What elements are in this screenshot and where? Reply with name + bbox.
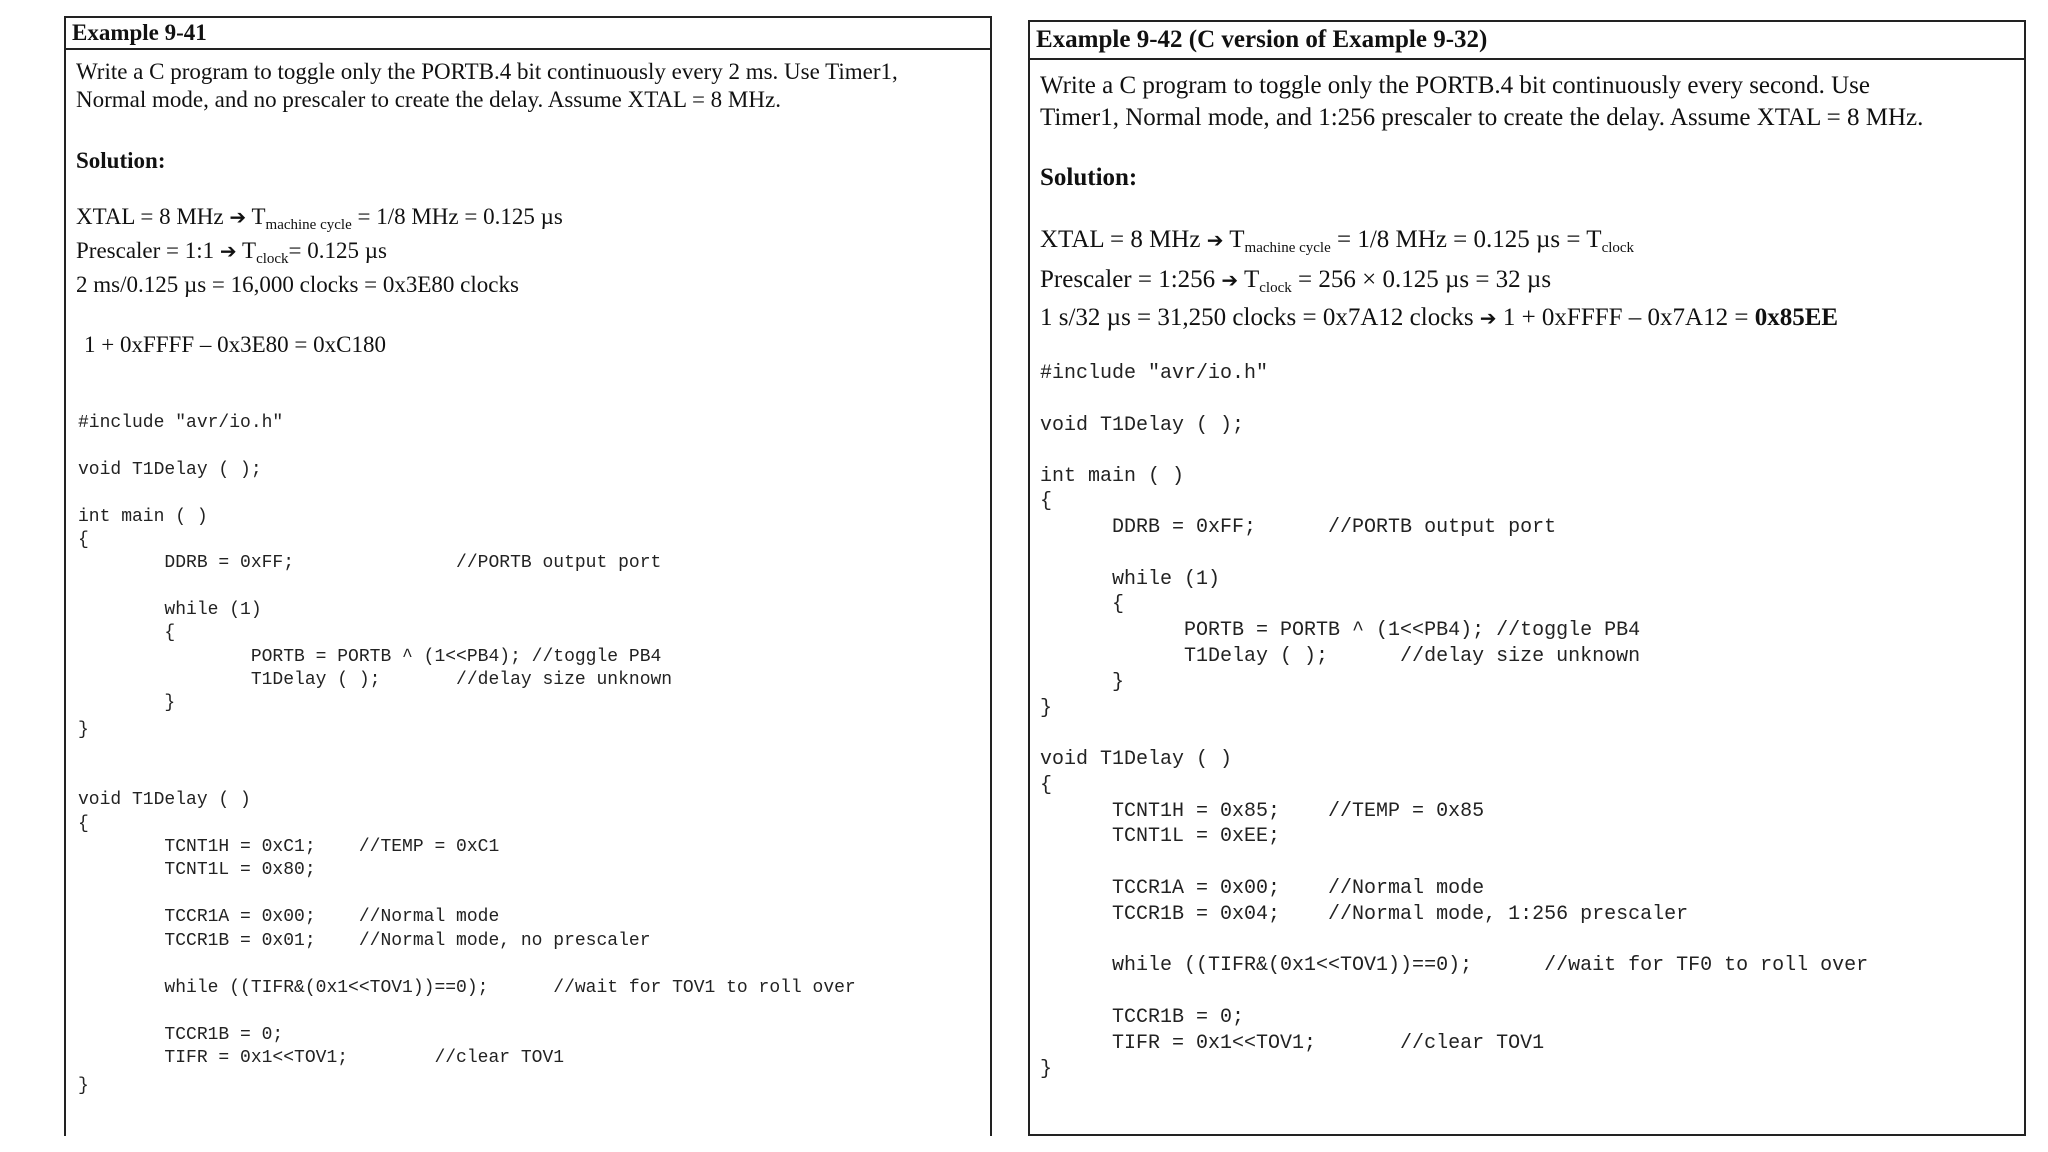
code-line: {	[78, 814, 89, 834]
problem-line: Timer1, Normal mode, and 1:256 prescaler to create the delay. Assume XTAL = 8 MHz.	[1040, 104, 1924, 131]
calc-line: 2 ms/0.125 µs = 16,000 clocks = 0x3E80 clocks	[76, 272, 519, 297]
code-line: {	[78, 623, 176, 643]
code-line: while ((TIFR&(0x1<<TOV1))==0); //wait for TF0 to roll over	[1040, 954, 1869, 977]
code-line: }	[78, 720, 89, 740]
solution-label: Solution:	[1040, 164, 1138, 191]
code-line: }	[1040, 1058, 1053, 1081]
code-line: void T1Delay ( );	[78, 460, 262, 480]
code-line: T1Delay ( ); //delay size unknown	[78, 670, 673, 690]
code-line: T1Delay ( ); //delay size unknown	[1040, 645, 1641, 668]
problem-line: Write a C program to toggle only the PORTB.4 bit continuously every second. Use	[1040, 72, 1870, 99]
calc-text: 1 + 0xFFFF – 0x7A12 =	[1496, 304, 1755, 331]
calc-text: T	[1238, 266, 1260, 293]
subscript: clock	[1259, 280, 1292, 296]
example-9-41-panel	[64, 16, 992, 1136]
code-line: {	[1040, 774, 1053, 797]
code-line: DDRB = 0xFF; //PORTB output port	[78, 553, 662, 573]
code-line: TCCR1B = 0;	[78, 1025, 284, 1045]
calc-text: Prescaler = 1:1	[76, 238, 220, 263]
code-line: DDRB = 0xFF; //PORTB output port	[1040, 516, 1557, 539]
code-line: TIFR = 0x1<<TOV1; //clear TOV1	[1040, 1032, 1545, 1055]
code-line: int main ( )	[1040, 465, 1185, 488]
code-line: #include "avr/io.h"	[78, 413, 284, 433]
code-line: {	[1040, 490, 1053, 513]
code-line: TCCR1B = 0;	[1040, 1006, 1245, 1029]
code-line: TCCR1B = 0x01; //Normal mode, no prescaler	[78, 931, 651, 951]
code-line: TCNT1H = 0xC1; //TEMP = 0xC1	[78, 837, 500, 857]
subscript: clock	[1601, 240, 1635, 256]
code-line: while ((TIFR&(0x1<<TOV1))==0); //wait for TOV1 to roll over	[78, 978, 856, 998]
solution-label: Solution:	[76, 148, 166, 173]
arrow-icon: ➔	[219, 239, 237, 263]
calc-text: T	[1223, 226, 1245, 253]
problem-line: Normal mode, and no prescaler to create the delay. Assume XTAL = 8 MHz.	[76, 87, 781, 112]
code-line: while (1)	[78, 600, 262, 620]
code-line: TCNT1L = 0xEE;	[1040, 825, 1281, 848]
result-value: 0x85EE	[1754, 304, 1839, 331]
code-line: {	[78, 530, 89, 550]
arrow-icon: ➔	[1206, 228, 1224, 252]
problem-line: Write a C program to toggle only the PORTB.4 bit continuously every 2 ms. Use Timer1,	[76, 59, 898, 84]
subscript: machine cycle	[265, 217, 352, 233]
code-listing	[66, 18, 990, 1136]
code-line: while (1)	[1040, 568, 1221, 591]
example-header: Example 9-42 (C version of Example 9-32)	[1030, 22, 2024, 60]
code-line: void T1Delay ( )	[1040, 748, 1233, 771]
calc-text: = 256 × 0.125 µs = 32 µs	[1291, 266, 1552, 293]
calc-text: Prescaler = 1:256	[1040, 266, 1222, 293]
calc-text: = 1/8 MHz = 0.125 µs = T	[1330, 226, 1602, 253]
code-listing	[1030, 22, 2024, 1134]
code-line: }	[1040, 671, 1125, 694]
code-line: int main ( )	[78, 507, 208, 527]
code-line: {	[1040, 593, 1125, 616]
calc-text: = 0.125 µs	[288, 238, 387, 263]
code-line: TCCR1A = 0x00; //Normal mode	[1040, 877, 1485, 900]
subscript: clock	[256, 251, 289, 267]
code-line: PORTB = PORTB ^ (1<<PB4); //toggle PB4	[1040, 619, 1641, 642]
code-line: TCNT1L = 0x80;	[78, 860, 316, 880]
code-line: TCNT1H = 0x85; //TEMP = 0x85	[1040, 800, 1485, 823]
arrow-icon: ➔	[1479, 306, 1497, 330]
example-9-42-panel	[1028, 20, 2026, 1136]
code-line: void T1Delay ( )	[78, 790, 251, 810]
code-line: TCCR1A = 0x00; //Normal mode	[78, 907, 500, 927]
calc-text: 1 s/32 µs = 31,250 clocks = 0x7A12 clocks	[1040, 304, 1480, 331]
subscript: machine cycle	[1244, 240, 1331, 256]
code-line: TCCR1B = 0x04; //Normal mode, 1:256 prescaler	[1040, 903, 1689, 926]
code-line: PORTB = PORTB ^ (1<<PB4); //toggle PB4	[78, 647, 662, 667]
calc-text: XTAL = 8 MHz	[76, 204, 230, 229]
calc-text: = 1/8 MHz = 0.125 µs	[351, 204, 563, 229]
code-line: #include "avr/io.h"	[1040, 362, 1269, 385]
calc-line: 1 + 0xFFFF – 0x3E80 = 0xC180	[84, 332, 386, 357]
calc-text: T	[236, 238, 257, 263]
code-line: }	[78, 693, 176, 713]
code-line: void T1Delay ( );	[1040, 414, 1245, 437]
code-line: }	[78, 1076, 89, 1096]
code-line: }	[1040, 697, 1053, 720]
calc-text: T	[246, 204, 266, 229]
arrow-icon: ➔	[1221, 268, 1239, 292]
arrow-icon: ➔	[229, 205, 247, 229]
example-header: Example 9-41	[66, 18, 990, 50]
code-line: TIFR = 0x1<<TOV1; //clear TOV1	[78, 1048, 565, 1068]
calc-text: XTAL = 8 MHz	[1040, 226, 1207, 253]
